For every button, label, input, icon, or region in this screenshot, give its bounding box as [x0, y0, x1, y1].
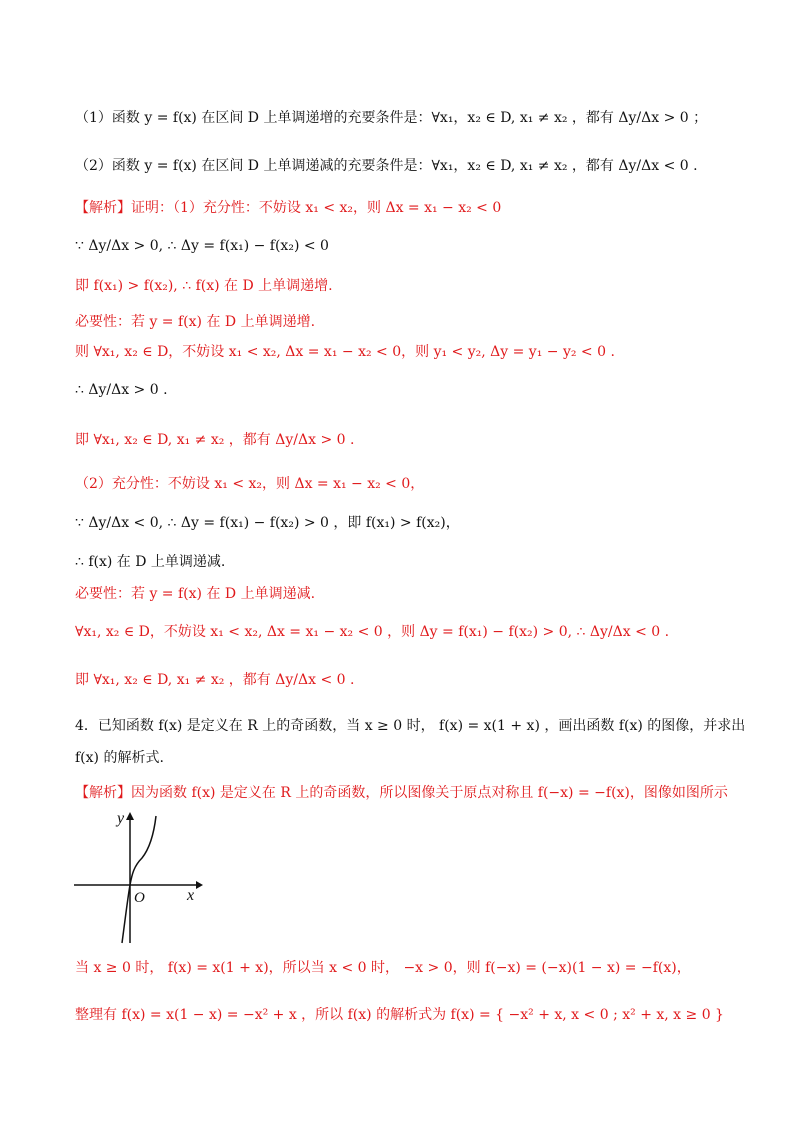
line-4: ∵ Δy/Δx > 0, ∴ Δy = f(x₁) − f(x₂) < 0	[75, 238, 329, 254]
line-16: 4．已知函数 f(x) 是定义在 R 上的奇函数，当 x ≥ 0 时， f(x) = x(1 + x) ，画出函数 f(x) 的图像，并求出	[75, 718, 746, 734]
line-11: ∵ Δy/Δx < 0, ∴ Δy = f(x₁) − f(x₂) > 0 ，即 f(x₁) > f(x₂)，	[75, 515, 460, 531]
y-axis-label: y	[117, 810, 125, 827]
line-3: 【解析】证明：（1）充分性：不妨设 x₁ < x₂，则 Δx = x₁ − x₂ < 0	[75, 200, 502, 216]
line-9: 即 ∀x₁, x₂ ∈ D, x₁ ≠ x₂ ，都有 Δy/Δx > 0 .	[75, 432, 355, 448]
line-1: （1）函数 y = f(x) 在区间 D 上单调递增的充要条件是：∀x₁，x₂ ∈ D, x₁ ≠ x₂ ，都有 Δy/Δx > 0 ；	[75, 110, 708, 126]
line-13: 必要性：若 y = f(x) 在 D 上单调递减.	[75, 586, 316, 602]
line-20: 整理有 f(x) = x(1 − x) = −x² + x ，所以 f(x) 的解析式为 f(x) = { −x² + x, x < 0 ; x² + x, x ≥ 0 }	[75, 1007, 724, 1023]
line-7: 则 ∀x₁, x₂ ∈ D，不妨设 x₁ < x₂, Δx = x₁ − x₂ < 0，则 y₁ < y₂, Δy = y₁ − y₂ < 0 .	[75, 344, 615, 360]
line-10: （2）充分性：不妨设 x₁ < x₂，则 Δx = x₁ − x₂ < 0，	[75, 476, 425, 492]
line-19: 当 x ≥ 0 时， f(x) = x(1 + x)，所以当 x < 0 时， −x > 0，则 f(−x) = (−x)(1 − x) = −f(x)，	[75, 960, 691, 976]
origin-label: O	[134, 890, 145, 906]
y-axis-arrow	[126, 812, 134, 820]
line-2: （2）函数 y = f(x) 在区间 D 上单调递减的充要条件是：∀x₁，x₂ ∈ D, x₁ ≠ x₂ ，都有 Δy/Δx < 0 .	[75, 158, 698, 174]
line-8: ∴ Δy/Δx > 0 .	[75, 382, 168, 398]
line-6: 必要性：若 y = f(x) 在 D 上单调递增.	[75, 314, 316, 330]
line-5: 即 f(x₁) > f(x₂), ∴ f(x) 在 D 上单调递增.	[75, 278, 333, 294]
function-graph	[70, 808, 210, 948]
x-axis-label: x	[187, 887, 195, 904]
function-curve	[122, 816, 156, 943]
line-15: 即 ∀x₁, x₂ ∈ D, x₁ ≠ x₂ ，都有 Δy/Δx < 0 .	[75, 672, 355, 688]
line-14: ∀x₁, x₂ ∈ D，不妨设 x₁ < x₂, Δx = x₁ − x₂ < 0 ，则 Δy = f(x₁) − f(x₂) > 0, ∴ Δy/Δx < 0 .	[75, 624, 670, 640]
line-17: f(x) 的解析式.	[75, 750, 164, 766]
x-axis-arrow	[196, 881, 203, 889]
line-12: ∴ f(x) 在 D 上单调递减.	[75, 554, 226, 570]
line-18: 【解析】因为函数 f(x) 是定义在 R 上的奇函数，所以图像关于原点对称且 f(−x) = −f(x)，图像如图所示	[75, 785, 728, 801]
